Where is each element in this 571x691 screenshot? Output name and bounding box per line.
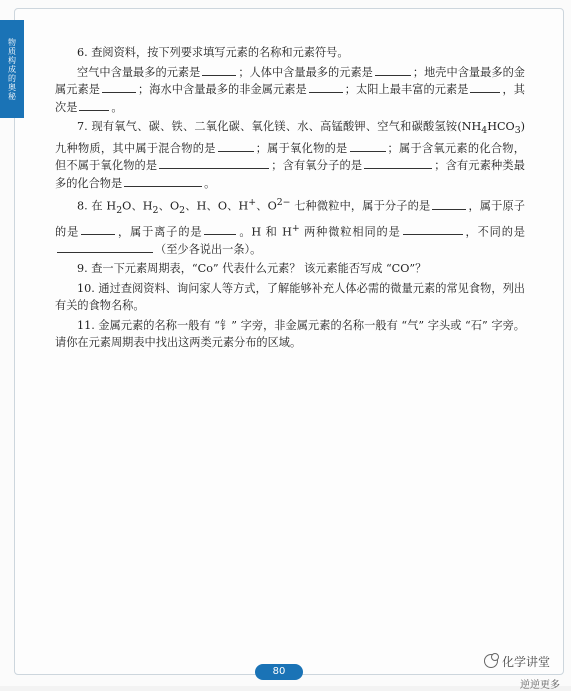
question-9: 9. 查一下元素周期表，“Co” 代表什么元素？ 该元素能否写成 “CO”？: [77, 262, 427, 276]
question-7: 7. 现有氧气、碳、铁、二氧化碳、氧化镁、水、高锰酸钾、空气和碳酸氢铵$(NH_4HCO_3)$九种物质，其中属于混合物的是 ；属于氧化物的是 ；属于含氧元素的化合物，但不属于氧化物的是 ；含有氧分子的是 ；含有元素种类最多的化合物是 。: [55, 120, 525, 190]
answer-blank[interactable]: [364, 157, 432, 169]
wechat-watermark: [484, 650, 550, 672]
question-11: 11. 金属元素的名称一般有 “钅” 字旁，非金属元素的名称一般有 “气” 字头或 “石” 字旁。请你在元素周期表中找出这两类元素分布的区域。: [55, 318, 525, 350]
answer-blank[interactable]: [470, 81, 500, 93]
answer-blank[interactable]: [403, 223, 463, 235]
question-6-body: 空气中含量最多的元素是 ；人体中含量最多的元素是 ；地壳中含量最多的金属元素是 ；海水中含量最多的非金属元素是 ；太阳上最丰富的元素是 ，其次是 。: [55, 65, 525, 114]
answer-blank[interactable]: [159, 157, 269, 169]
answer-blank[interactable]: [79, 99, 109, 111]
answer-blank[interactable]: [432, 198, 466, 210]
exercise-content: [55, 44, 525, 352]
answer-blank[interactable]: [124, 175, 202, 187]
answer-blank[interactable]: [204, 223, 236, 235]
answer-blank[interactable]: [57, 241, 153, 253]
chapter-side-tab: [0, 20, 24, 118]
answer-blank[interactable]: [309, 81, 343, 93]
question-8: 8. 在 $H_2O$、$H_2$、$O_2$、H、O、H+、$O^{2-}$ 七种微粒中，属于分子的是 ，属于原子的是 ，属于离子的是 。H 和 H+ 两种微粒相同的是 ，不同的是（至少各说出一条）。: [55, 197, 525, 256]
watermark-label: 化学讲堂: [502, 654, 551, 669]
answer-blank[interactable]: [218, 140, 254, 152]
question-10: 10. 通过查阅资料、询问家人等方式，了解能够补充人体必需的微量元素的常见食物，列出有关的食物名称。: [55, 281, 525, 313]
question-6-title: 6. 查阅资料，按下列要求填写元素的名称和元素符号。: [77, 46, 349, 59]
chapter-side-tab-label: 物质构成的奥秘: [7, 37, 17, 101]
answer-blank[interactable]: [375, 64, 411, 76]
answer-blank[interactable]: [102, 81, 136, 93]
answer-blank[interactable]: [350, 140, 386, 152]
answer-blank[interactable]: [202, 64, 236, 76]
cropped-footer-text: 逆逆更多: [520, 680, 560, 691]
answer-blank[interactable]: [81, 223, 115, 235]
wechat-icon: [484, 654, 498, 668]
page-number: 80: [255, 664, 303, 680]
